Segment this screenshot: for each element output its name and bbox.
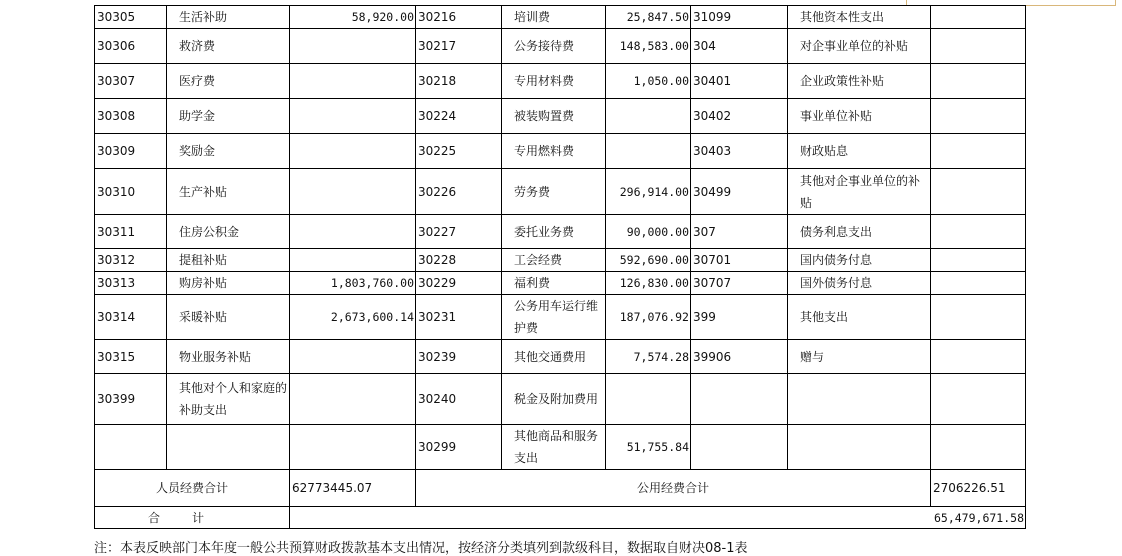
code-cell: 30308	[95, 99, 167, 134]
amount-cell	[931, 272, 1026, 295]
code-cell	[691, 425, 788, 470]
item-name-cell: 公务用车运行维护费	[502, 295, 606, 340]
code-cell: 30218	[416, 64, 502, 99]
code-cell: 30399	[95, 374, 167, 425]
code-cell: 30225	[416, 134, 502, 169]
amount-cell: 1,803,760.00	[290, 272, 416, 295]
amount-cell	[931, 340, 1026, 374]
item-name-cell	[788, 425, 931, 470]
amount-cell	[290, 374, 416, 425]
table-row	[95, 272, 1026, 295]
amount-cell: 25,847.50	[606, 6, 691, 29]
amount-cell: 7,574.28	[606, 340, 691, 374]
code-cell: 30314	[95, 295, 167, 340]
code-cell: 30227	[416, 215, 502, 249]
item-name-cell: 其他商品和服务支出	[502, 425, 606, 470]
item-name-cell: 事业单位补贴	[788, 99, 931, 134]
totals-section	[95, 470, 1026, 529]
code-cell: 30306	[95, 29, 167, 64]
code-cell: 399	[691, 295, 788, 340]
amount-cell	[606, 99, 691, 134]
code-cell: 30240	[416, 374, 502, 425]
code-cell: 30217	[416, 29, 502, 64]
table-row	[95, 29, 1026, 64]
amount-cell: 148,583.00	[606, 29, 691, 64]
amount-cell	[931, 6, 1026, 29]
item-name-cell: 对企事业单位的补贴	[788, 29, 931, 64]
amount-cell	[931, 29, 1026, 64]
amount-cell	[290, 249, 416, 272]
item-name-cell: 福利费	[502, 272, 606, 295]
item-name-cell: 其他交通费用	[502, 340, 606, 374]
code-cell: 30403	[691, 134, 788, 169]
grand-total-value: 65,479,671.58	[290, 507, 1026, 529]
code-cell: 307	[691, 215, 788, 249]
item-name-cell: 购房补贴	[167, 272, 290, 295]
amount-cell	[931, 64, 1026, 99]
table-row	[95, 134, 1026, 169]
code-cell: 30499	[691, 169, 788, 215]
personnel-total-label: 人员经费合计	[95, 470, 290, 507]
item-name-cell	[167, 425, 290, 470]
amount-cell	[931, 425, 1026, 470]
personnel-total-value: 62773445.07	[290, 470, 416, 507]
amount-cell	[290, 340, 416, 374]
amount-cell	[290, 29, 416, 64]
table-row	[95, 374, 1026, 425]
table-body	[95, 6, 1026, 470]
item-name-cell: 税金及附加费用	[502, 374, 606, 425]
item-name-cell: 其他对个人和家庭的补助支出	[167, 374, 290, 425]
grand-total-label: 合计	[95, 507, 290, 529]
amount-cell	[931, 374, 1026, 425]
code-cell: 30311	[95, 215, 167, 249]
code-cell	[95, 425, 167, 470]
code-cell: 30313	[95, 272, 167, 295]
item-name-cell: 劳务费	[502, 169, 606, 215]
item-name-cell: 赠与	[788, 340, 931, 374]
code-cell: 39906	[691, 340, 788, 374]
item-name-cell: 专用燃料费	[502, 134, 606, 169]
amount-cell: 592,690.00	[606, 249, 691, 272]
item-name-cell: 助学金	[167, 99, 290, 134]
amount-cell: 58,920.00	[290, 6, 416, 29]
code-cell: 304	[691, 29, 788, 64]
item-name-cell: 被装购置费	[502, 99, 606, 134]
code-cell: 30402	[691, 99, 788, 134]
item-name-cell: 公务接待费	[502, 29, 606, 64]
amount-cell	[290, 169, 416, 215]
grand-total-row	[95, 507, 1026, 529]
code-cell: 30707	[691, 272, 788, 295]
public-total-label: 公用经费合计	[416, 470, 931, 507]
item-name-cell: 培训费	[502, 6, 606, 29]
amount-cell: 296,914.00	[606, 169, 691, 215]
table-row	[95, 425, 1026, 470]
code-cell: 30231	[416, 295, 502, 340]
code-cell: 30312	[95, 249, 167, 272]
code-cell: 30307	[95, 64, 167, 99]
item-name-cell: 其他对企事业单位的补贴	[788, 169, 931, 215]
code-cell: 30309	[95, 134, 167, 169]
code-cell: 31099	[691, 6, 788, 29]
code-cell: 30224	[416, 99, 502, 134]
amount-cell	[931, 134, 1026, 169]
item-name-cell: 国内债务付息	[788, 249, 931, 272]
table-row	[95, 295, 1026, 340]
amount-cell	[290, 99, 416, 134]
amount-cell	[290, 215, 416, 249]
item-name-cell: 住房公积金	[167, 215, 290, 249]
amount-cell	[290, 64, 416, 99]
code-cell: 30701	[691, 249, 788, 272]
item-name-cell: 工会经费	[502, 249, 606, 272]
code-cell: 30216	[416, 6, 502, 29]
item-name-cell: 医疗费	[167, 64, 290, 99]
table-row	[95, 64, 1026, 99]
code-cell: 30239	[416, 340, 502, 374]
code-cell: 30315	[95, 340, 167, 374]
item-name-cell: 奖励金	[167, 134, 290, 169]
code-cell: 30229	[416, 272, 502, 295]
item-name-cell: 采暖补贴	[167, 295, 290, 340]
amount-cell: 90,000.00	[606, 215, 691, 249]
amount-cell	[931, 215, 1026, 249]
amount-cell	[931, 169, 1026, 215]
item-name-cell: 委托业务费	[502, 215, 606, 249]
amount-cell	[931, 99, 1026, 134]
code-cell: 30228	[416, 249, 502, 272]
amount-cell: 51,755.84	[606, 425, 691, 470]
amount-cell: 187,076.92	[606, 295, 691, 340]
amount-cell	[606, 134, 691, 169]
table-row	[95, 6, 1026, 29]
item-name-cell: 生产补贴	[167, 169, 290, 215]
code-cell: 30305	[95, 6, 167, 29]
item-name-cell: 其他支出	[788, 295, 931, 340]
code-cell: 30401	[691, 64, 788, 99]
amount-cell: 126,830.00	[606, 272, 691, 295]
amount-cell	[606, 374, 691, 425]
code-cell: 30299	[416, 425, 502, 470]
table-row	[95, 99, 1026, 134]
table-row	[95, 215, 1026, 249]
item-name-cell: 财政贴息	[788, 134, 931, 169]
item-name-cell: 其他资本性支出	[788, 6, 931, 29]
item-name-cell: 国外债务付息	[788, 272, 931, 295]
item-name-cell: 生活补助	[167, 6, 290, 29]
item-name-cell: 企业政策性补贴	[788, 64, 931, 99]
code-cell: 30310	[95, 169, 167, 215]
amount-cell	[290, 425, 416, 470]
subtotal-row	[95, 470, 1026, 507]
item-name-cell: 提租补贴	[167, 249, 290, 272]
table-row	[95, 340, 1026, 374]
table-row	[95, 249, 1026, 272]
item-name-cell: 专用材料费	[502, 64, 606, 99]
amount-cell	[931, 249, 1026, 272]
item-name-cell: 物业服务补贴	[167, 340, 290, 374]
table-row	[95, 169, 1026, 215]
amount-cell: 1,050.00	[606, 64, 691, 99]
item-name-cell	[788, 374, 931, 425]
public-total-value: 2706226.51	[931, 470, 1026, 507]
code-cell	[691, 374, 788, 425]
item-name-cell: 债务利息支出	[788, 215, 931, 249]
table-footnote: 注：本表反映部门本年度一般公共预算财政拨款基本支出情况，按经济分类填列到款级科目，数据取自财决08-1表	[94, 541, 748, 556]
amount-cell	[290, 134, 416, 169]
item-name-cell: 救济费	[167, 29, 290, 64]
amount-cell: 2,673,600.14	[290, 295, 416, 340]
amount-cell	[931, 295, 1026, 340]
code-cell: 30226	[416, 169, 502, 215]
expenditure-table	[94, 5, 1026, 529]
